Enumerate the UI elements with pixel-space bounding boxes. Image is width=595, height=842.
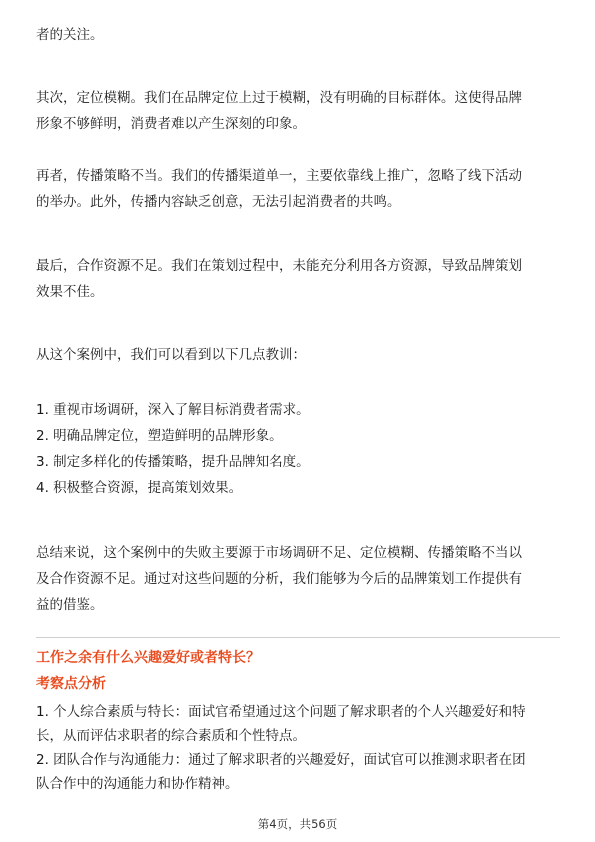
paragraph-communication <box>36 163 560 215</box>
paragraph-line: 最后，合作资源不足。我们在策划过程中，未能充分利用各方资源，导致品牌策划 <box>36 258 522 274</box>
analysis-line: 2. 团队合作与沟通能力：通过了解求职者的兴趣爱好，面试官可以推测求职者在团 <box>36 752 526 768</box>
paragraph-resources <box>36 253 560 305</box>
paragraph-line: 其次，定位模糊。我们在品牌定位上过于模糊，没有明确的目标群体。这使得品牌 <box>36 90 522 106</box>
list-item: 3. 制定多样化的传播策略，提升品牌知名度。 <box>36 454 310 470</box>
paragraph-line: 形象不够鲜明，消费者难以产生深刻的印象。 <box>36 116 306 132</box>
paragraph-intro-tail: 者的关注。 <box>36 27 104 43</box>
interview-question-heading: 工作之余有什么兴趣爱好或者特长？ <box>36 650 260 666</box>
paragraph-line: 效果不佳。 <box>36 284 104 300</box>
paragraph-line: 益的借鉴。 <box>36 597 104 613</box>
analysis-section <box>36 700 560 796</box>
analysis-line: 队合作中的沟通能力和协作精神。 <box>36 776 239 792</box>
paragraph-positioning <box>36 85 560 137</box>
analysis-line: 长，从而评估求职者的综合素质和个性特点。 <box>36 728 306 744</box>
list-item: 1. 重视市场调研，深入了解目标消费者需求。 <box>36 402 310 418</box>
list-item: 4. 积极整合资源，提高策划效果。 <box>36 480 243 496</box>
analysis-line: 1. 个人综合素质与特长：面试官希望通过这个问题了解求职者的个人兴趣爱好和特 <box>36 704 526 720</box>
lessons-list <box>36 397 560 501</box>
paragraph-summary <box>36 540 560 618</box>
paragraph-line: 再者，传播策略不当。我们的传播渠道单一，主要依靠线上推广，忽略了线下活动 <box>36 168 522 184</box>
analysis-heading: 考察点分析 <box>36 676 106 692</box>
paragraph-line: 及合作资源不足。通过对这些问题的分析，我们能够为今后的品牌策划工作提供有 <box>36 571 522 587</box>
paragraph-lessons-intro: 从这个案例中，我们可以看到以下几点教训： <box>36 347 306 363</box>
section-divider <box>36 637 560 638</box>
list-item: 2. 明确品牌定位，塑造鲜明的品牌形象。 <box>36 428 283 444</box>
paragraph-line: 的举办。此外，传播内容缺乏创意，无法引起消费者的共鸣。 <box>36 194 401 210</box>
paragraph-line: 总结来说，这个案例中的失败主要源于市场调研不足、定位模糊、传播策略不当以 <box>36 545 522 561</box>
page-number: 第4页，共56页 <box>257 817 338 831</box>
